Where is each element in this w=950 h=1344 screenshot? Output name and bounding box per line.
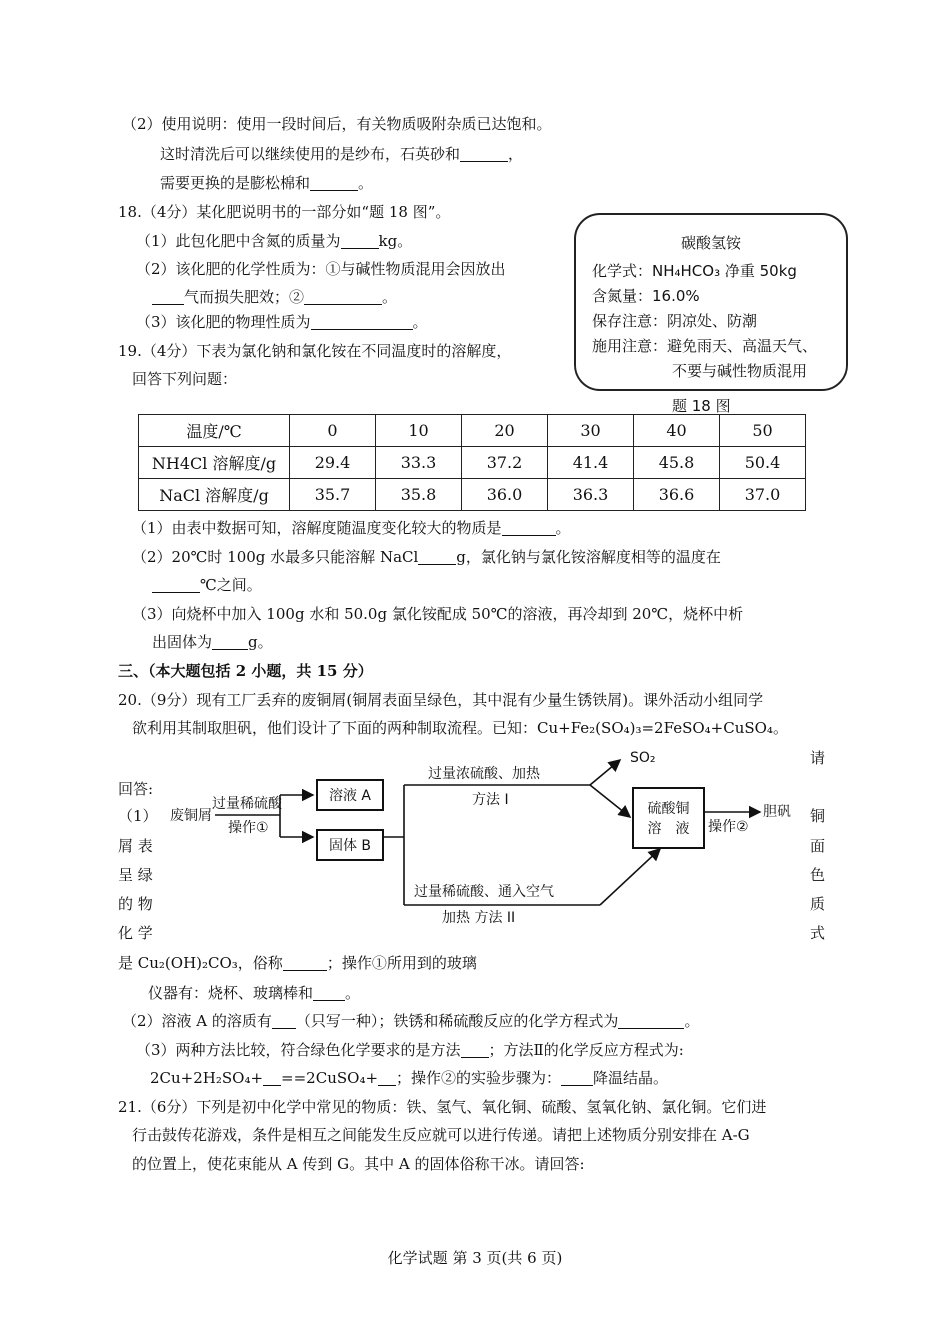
wrap-left-2: 屑 表	[118, 837, 153, 855]
card-storage: 保存注意：阴凉处、防潮	[592, 312, 758, 330]
answer-blank[interactable]	[152, 288, 184, 305]
wrap-right-2: 面	[810, 837, 826, 855]
flow-box-solid-b: 固体 B	[316, 829, 384, 861]
wrap-left-1: （1）	[118, 807, 158, 825]
flow-box-copper-sulfate	[632, 787, 705, 849]
answer-blank[interactable]	[502, 519, 556, 536]
wrap-right-1: 铜	[810, 807, 826, 825]
flow-box-solution-a: 溶液 A	[316, 779, 384, 811]
answer-blank[interactable]	[341, 232, 379, 249]
table-row	[139, 447, 806, 479]
flow-start-label: 废铜屑	[170, 808, 212, 824]
q19-part3-line2: 出固体为 g。	[152, 633, 273, 651]
answer-blank[interactable]	[460, 145, 508, 162]
card-caption: 题 18 图	[672, 397, 731, 415]
q18-part2-line1: （2）该化肥的化学性质为：①与碱性物质混用会因放出	[136, 260, 506, 278]
answer-blank[interactable]	[283, 954, 327, 971]
wrap-right-3: 色	[810, 866, 826, 884]
answer-blank[interactable]	[418, 548, 456, 565]
answer-blank[interactable]	[310, 174, 358, 191]
line-clean-reuse: 这时清洗后可以继续使用的是纱布，石英砂和 ，	[160, 145, 524, 163]
table-cell: 33.3	[376, 447, 462, 479]
flow-step1-reagent: 过量稀硫酸	[212, 796, 282, 812]
answer-blank[interactable]	[313, 984, 345, 1001]
card-title: 碳酸氢铵	[680, 234, 741, 252]
q19-part2-line2: ℃之间。	[152, 575, 262, 595]
wrap-left-4: 的 物	[118, 895, 153, 913]
table-header-cell: 50	[720, 415, 806, 447]
flow-method1-label: 方法 I	[472, 792, 509, 808]
q19-part1: （1）由表中数据可知，溶解度随温度变化较大的物质是 。	[132, 519, 571, 537]
q21-line2: 行击鼓传花游戏，条件是相互之间能发生反应就可以进行传递。请把上述物质分别安排在 A-G	[132, 1126, 750, 1144]
card-formula: 化学式：NH₄HCO₃ 净重 50kg	[592, 262, 797, 280]
table-cell: 36.6	[634, 479, 720, 511]
table-cell: NH4Cl 溶解度/g	[139, 447, 290, 479]
wrap-right-5: 式	[810, 924, 826, 942]
table-header-row	[139, 415, 806, 447]
table-cell: NaCl 溶解度/g	[139, 479, 290, 511]
table-header-cell: 10	[376, 415, 462, 447]
flow-step1-operation: 操作①	[228, 820, 269, 836]
answer-blank[interactable]	[272, 1012, 296, 1029]
q19-title-cont: 回答下列问题：	[132, 370, 238, 388]
card-nitrogen: 含氮量：16.0%	[592, 287, 700, 305]
answer-blank[interactable]	[311, 313, 413, 330]
flow-gas-label: SO₂	[630, 750, 656, 766]
q18-part1: （1）此包化肥中含氮的质量为 kg。	[136, 232, 413, 250]
card-usage-2: 不要与碱性物质混用	[672, 362, 808, 380]
table-cell: 50.4	[720, 447, 806, 479]
table-cell: 36.3	[548, 479, 634, 511]
table-cell: 37.0	[720, 479, 806, 511]
table-cell: 37.2	[462, 447, 548, 479]
q19-title: 19.（4分）下表为氯化钠和氯化铵在不同温度时的溶解度，	[118, 342, 512, 360]
wrap-right-4: 质	[810, 895, 826, 913]
answer-blank[interactable]	[378, 1069, 396, 1086]
q20-part1-line2: 仪器有：烧杯、玻璃棒和 。	[148, 984, 361, 1002]
q20-part3-line2: 2Cu+2H₂SO₄+ ==2CuSO₄+ ；操作②的实验步骤为： 降温结晶。	[150, 1069, 669, 1087]
answer-blank[interactable]	[152, 576, 200, 593]
wrap-left-5: 化 学	[118, 924, 153, 942]
page-footer: 化学试题 第 3 页(共 6 页)	[387, 1249, 563, 1267]
table-header-cell: 温度/℃	[139, 415, 290, 447]
wrap-left-3: 呈 绿	[118, 866, 153, 884]
flow-method2-label: 加热 方法 II	[442, 910, 516, 926]
q20-title: 20.（9分）现有工厂丢弃的废铜屑(铜屑表面呈绿色，其中混有少量生锈铁屑)。课外活动小组同学	[118, 691, 764, 709]
flow-box-copper-sulfate-line1: 硫酸铜	[647, 801, 690, 817]
q20-part3-line1: （3）两种方法比较，符合绿色化学要求的是方法 ；方法Ⅱ的化学反应方程式为:	[136, 1041, 684, 1059]
answer-blank[interactable]	[263, 1069, 281, 1086]
table-cell: 41.4	[548, 447, 634, 479]
table-header-cell: 20	[462, 415, 548, 447]
table-header-cell: 30	[548, 415, 634, 447]
table-cell: 36.0	[462, 479, 548, 511]
wrap-right-0: 请	[810, 749, 826, 767]
flow-method2-reagent: 过量稀硫酸、通入空气	[414, 884, 554, 900]
q18-title: 18.（4分）某化肥说明书的一部分如“题 18 图”。	[118, 203, 451, 221]
wrap-left-0: 回答:	[118, 780, 154, 798]
q20-part1-line1: 是 Cu₂(OH)₂CO₃，俗称 ；操作①所用到的玻璃	[118, 954, 477, 972]
line-replace: 需要更换的是膨松棉和 。	[160, 174, 374, 192]
table-cell: 35.8	[376, 479, 462, 511]
line-usage-note: （2）使用说明：使用一段时间后，有关物质吸附杂质已达饱和。	[122, 115, 552, 133]
table-row	[139, 479, 806, 511]
process-flow-diagram	[160, 745, 800, 935]
q19-part3-line1: （3）向烧杯中加入 100g 水和 50.0g 氯化铵配成 50℃的溶液，再冷却到 20℃，烧杯中析	[132, 605, 744, 623]
fertilizer-label-card	[574, 213, 848, 391]
solubility-table	[138, 414, 806, 511]
flow-product-label: 胆矾	[763, 804, 791, 820]
answer-blank[interactable]	[618, 1012, 684, 1029]
section-3-heading: 三、（本大题包括 2 小题，共 15 分）	[118, 662, 373, 680]
table-header-cell: 0	[290, 415, 376, 447]
table-cell: 29.4	[290, 447, 376, 479]
answer-blank[interactable]	[212, 633, 248, 650]
table-header-cell: 40	[634, 415, 720, 447]
q21-line3: 的位置上，使花束能从 A 传到 G。其中 A 的固体俗称干冰。请回答:	[132, 1155, 585, 1173]
answer-blank[interactable]	[561, 1069, 593, 1086]
q20-title-cont: 欲利用其制取胆矾，他们设计了下面的两种制取流程。已知：Cu+Fe₂(SO₄)₃=2FeSO₄+CuSO₄。	[132, 719, 788, 737]
q18-part2-line2: 气而损失肥效；② 。	[152, 287, 397, 307]
card-usage-1: 施用注意：避免雨天、高温天气、	[592, 337, 818, 355]
answer-blank[interactable]	[304, 288, 382, 305]
table-cell: 45.8	[634, 447, 720, 479]
q18-part3: （3）该化肥的物理性质为 。	[136, 313, 428, 331]
flow-step2-operation: 操作②	[708, 819, 749, 835]
q20-part2: （2）溶液 A 的溶质有 （只写一种）；铁锈和稀硫酸反应的化学方程式为 。	[122, 1012, 700, 1030]
answer-blank[interactable]	[461, 1041, 489, 1058]
table-cell: 35.7	[290, 479, 376, 511]
flow-box-copper-sulfate-line2: 溶 液	[647, 821, 690, 837]
q19-part2-line1: （2）20℃时 100g 水最多只能溶解 NaCl g，氯化钠与氯化铵溶解度相等的温度在	[132, 548, 721, 566]
q21-title: 21.（6分）下列是初中化学中常见的物质：铁、氢气、氧化铜、硫酸、氢氧化钠、氯化铜。它们进	[118, 1098, 767, 1116]
flow-method1-reagent: 过量浓硫酸、加热	[428, 766, 540, 782]
